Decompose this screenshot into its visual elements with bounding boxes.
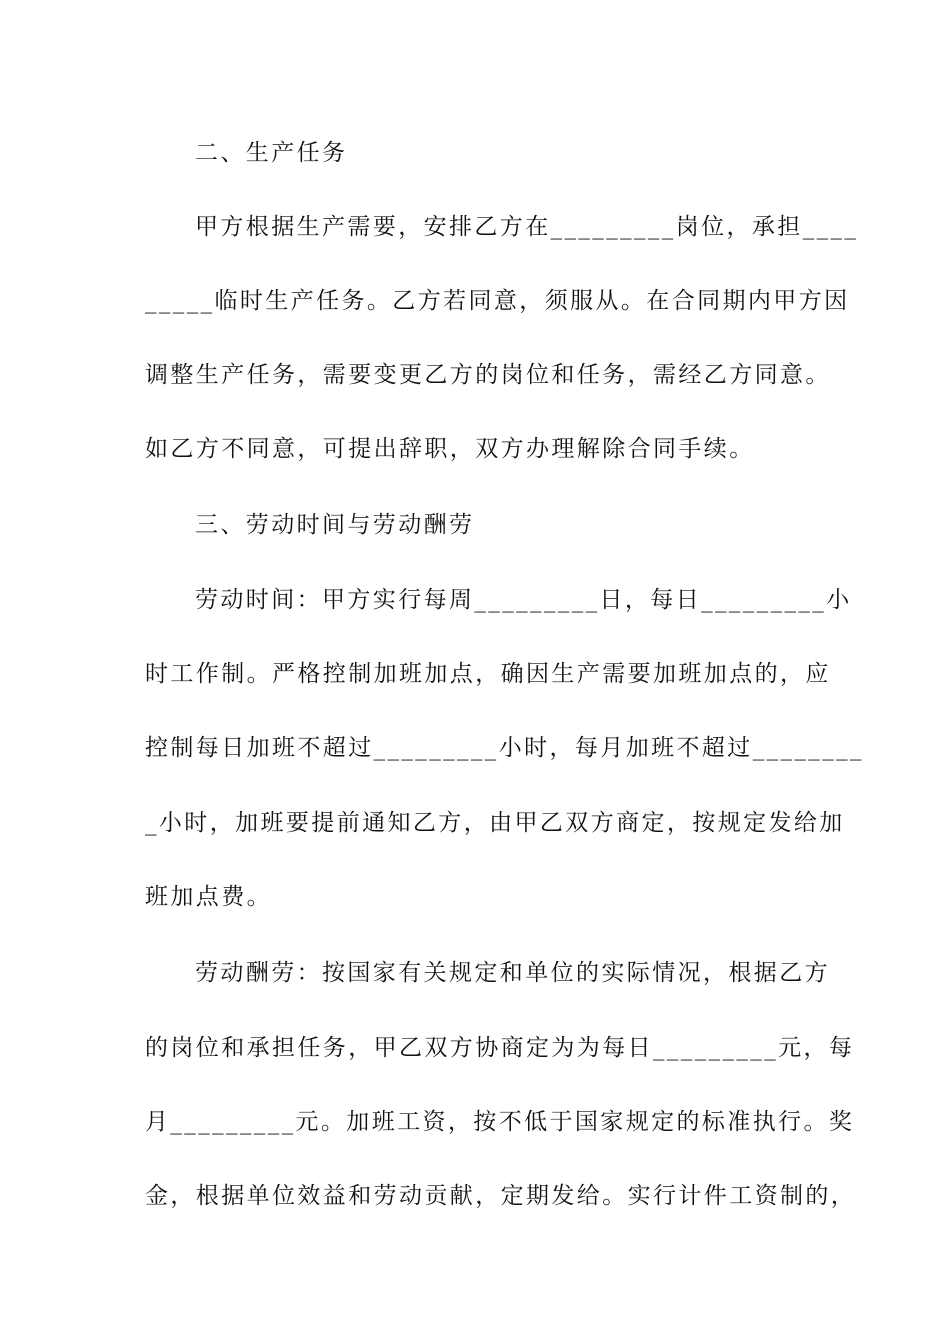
paragraph-line: 如乙方不同意，可提出辞职，双方办理解除合同手续。: [145, 436, 755, 462]
paragraph-line: 金，根据单位效益和劳动贡献，定期发给。实行计件工资制的，: [145, 1183, 857, 1209]
paragraph-line: 控制每日加班不超过_________小时，每月加班不超过________: [145, 735, 864, 761]
paragraph-line: 的岗位和承担任务，甲乙双方协商定为为每日_________元，每: [145, 1035, 855, 1061]
paragraph-line: 月_________元。加班工资，按不低于国家规定的标准执行。奖: [145, 1109, 855, 1135]
paragraph-line: _____临时生产任务。乙方若同意，须服从。在合同期内甲方因: [145, 288, 850, 314]
paragraph-line: 班加点费。: [145, 884, 272, 910]
paragraph-line: 时工作制。严格控制加班加点，确因生产需要加班加点的，应: [145, 661, 831, 687]
paragraph-line: 劳动酬劳：按国家有关规定和单位的实际情况，根据乙方: [195, 960, 830, 986]
paragraph-line: _小时，加班要提前通知乙方，由甲乙双方商定，按规定发给加: [145, 810, 845, 836]
paragraph-line: 劳动时间：甲方实行每周_________日，每日_________小: [195, 587, 852, 613]
paragraph-line: 调整生产任务，需要变更乙方的岗位和任务，需经乙方同意。: [145, 362, 831, 388]
section-heading-production-task: 二、生产任务: [195, 140, 348, 166]
paragraph-line: 甲方根据生产需要，安排乙方在_________岗位，承担____: [195, 214, 859, 240]
section-heading-labor-time-pay: 三、劳动时间与劳动酬劳: [195, 512, 475, 538]
